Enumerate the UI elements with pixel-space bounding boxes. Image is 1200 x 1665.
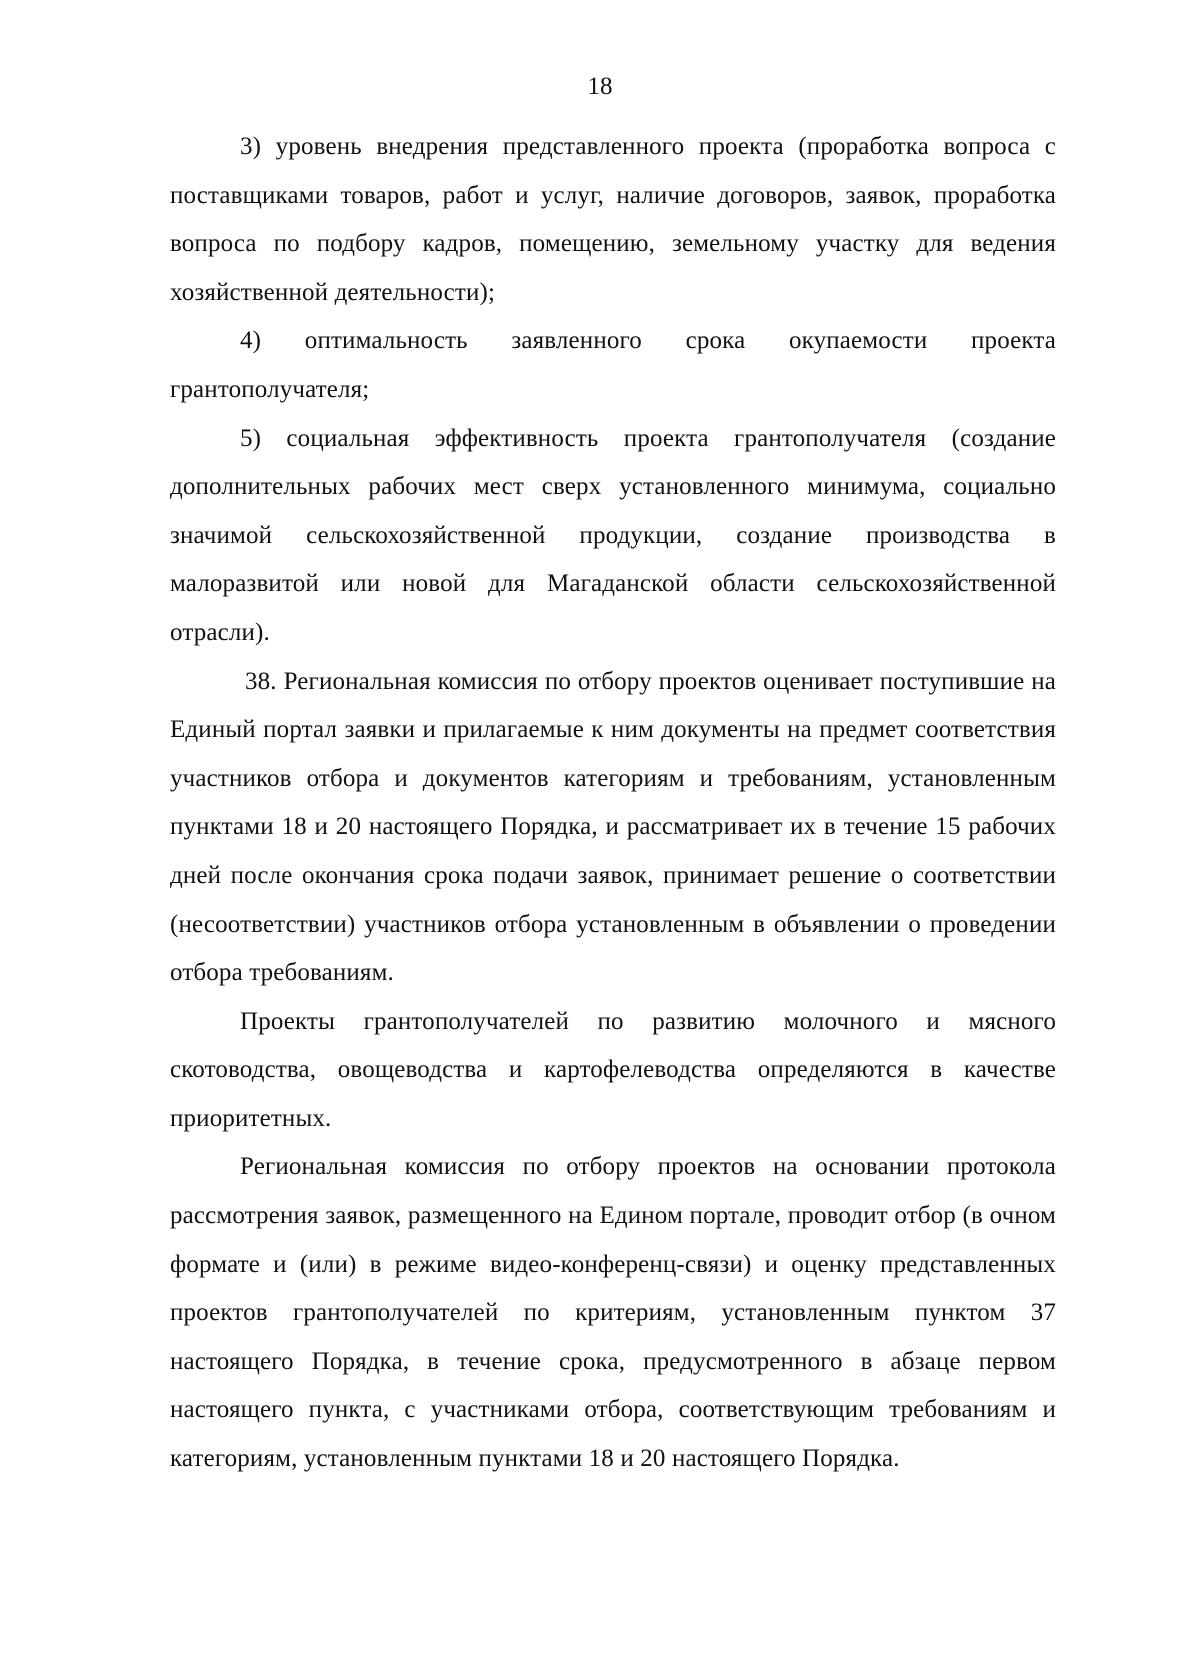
paragraph-criterion-3: 3) уровень внедрения представленного проекта (проработка вопроса с поставщиками товаров, работ и услуг, наличие договоров, заявок, проработка вопроса по подбору кадров, помещению, земельному участку для ведения хозяйственной деятельности);	[170, 133, 1056, 306]
paragraph-criterion-4: 4) оптимальность заявленного срока окупаемости проекта грантополучателя;	[170, 327, 1056, 403]
paragraph-criterion-5: 5) социальная эффективность проекта грантополучателя (создание дополнительных рабочих мест сверх установленного минимума, социально значимой сельскохозяйственной продукции, создание производства в малоразвитой или новой для Магаданской области сельскохозяйственной отрасли).	[170, 424, 1056, 646]
page-number: 18	[587, 73, 613, 100]
paragraph-commission-evaluation: Региональная комиссия по отбору проектов на основании протокола рассмотрения заявок, размещенного на Едином портале, проводит отбор (в очном формате и (или) в режиме видео-конференц-связи) и оценку представленных проектов грантополучателей по критериям, установленным пунктом 37 настоящего Порядка, в течение срока, предусмотренного в абзаце первом настоящего пункта, с участниками отбора, соответствующим требованиям и категориям, установленным пунктами 18 и 20 настоящего Порядка.	[170, 1153, 1056, 1473]
paragraph-item-38: 38. Региональная комиссия по отбору проектов оценивает поступившие на Единый портал заявки и прилагаемые к ним документы на предмет соответствия участников отбора и документов категориям и требованиям, установленным пунктами 18 и 20 настоящего Порядка, и рассматривает их в течение 15 рабочих дней после окончания срока подачи заявок, принимает решение о соответствии (несоответствии) участников отбора установленным в объявлении о проведении отбора требованиям.	[170, 667, 1056, 987]
paragraph-priority-projects: Проекты грантополучателей по развитию молочного и мясного скотоводства, овощеводства и картофелеводства определяются в качестве приоритетных.	[170, 1007, 1056, 1132]
document-body	[170, 123, 1056, 1484]
